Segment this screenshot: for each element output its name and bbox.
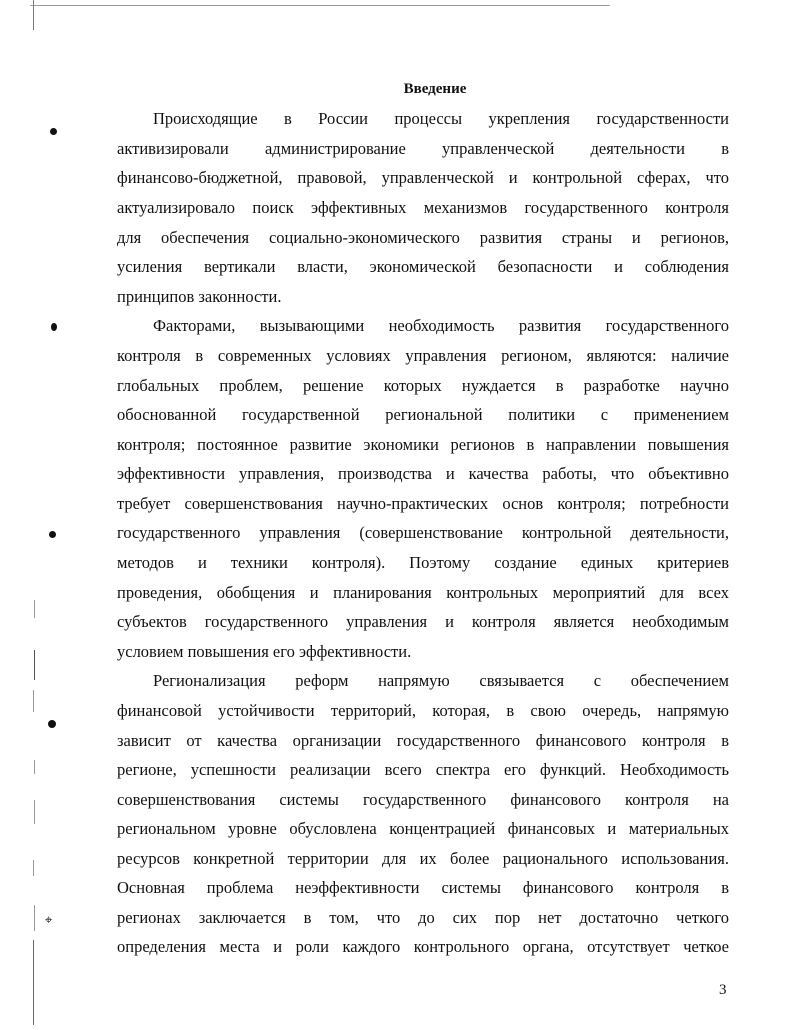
- page-number: 3: [719, 982, 727, 998]
- scan-edge-top: [30, 5, 610, 6]
- binder-hole-mark: ⌖: [45, 913, 53, 928]
- text-line: Происходящие в России процессы укрепления государственности: [153, 109, 729, 128]
- scan-mark: [34, 600, 35, 618]
- text-line: активизировали администрирование управленческой деятельности в: [117, 139, 729, 158]
- text-line: проведения, обобщения и планирования контрольных мероприятий для всех: [117, 583, 729, 602]
- text-line: регионах заключается в том, что до сих пор нет достаточно четкого: [117, 908, 729, 927]
- text-line: контроля; постоянное развитие экономики регионов в направлении повышения: [117, 435, 729, 454]
- text-line: субъектов государственного управления и контроля является необходимым: [117, 612, 729, 631]
- text-line: зависит от качества организации государственного финансового контроля в: [117, 731, 729, 750]
- text-line: Регионализация реформ напрямую связывается с обеспечением: [153, 671, 729, 690]
- text-line: актуализировало поиск эффективных механизмов государственного контроля: [117, 198, 729, 217]
- text-line: требует совершенствования научно-практических основ контроля; потребности: [117, 494, 729, 513]
- text-line: принципов законности.: [117, 287, 282, 306]
- page-title: Введение: [403, 81, 467, 97]
- text-line: финансовой устойчивости территорий, которая, в свою очередь, напрямую: [117, 701, 729, 720]
- text-line: контроля в современных условиях управления регионом, являются: наличие: [117, 346, 729, 365]
- scan-mark: [33, 860, 34, 876]
- text-line: государственного управления (совершенствование контрольной деятельности,: [117, 523, 729, 542]
- scan-mark: [34, 800, 35, 824]
- scan-mark: [33, 690, 34, 712]
- scan-edge-left-bottom: [33, 940, 34, 1025]
- binder-hole-mark: [51, 323, 57, 331]
- text-line: региональном уровне обусловлена концентрацией финансовых и материальных: [117, 819, 729, 838]
- text-line: совершенствования системы государственного финансового контроля на: [117, 790, 729, 809]
- binder-hole-mark: [50, 128, 57, 135]
- text-line: регионе, успешности реализации всего спектра его функций. Необходимость: [117, 760, 729, 779]
- binder-hole-mark: [49, 531, 56, 538]
- scan-edge-left-top: [33, 0, 34, 30]
- text-line: ресурсов конкретной территории для их более рационального использования.: [117, 849, 729, 868]
- text-line: глобальных проблем, решение которых нуждается в разработке научно: [117, 376, 729, 395]
- text-line: Основная проблема неэффективности системы финансового контроля в: [117, 878, 729, 897]
- text-line: для обеспечения социально-экономического развития страны и регионов,: [117, 228, 729, 247]
- text-line: финансово-бюджетной, правовой, управленческой и контрольной сферах, что: [117, 168, 729, 187]
- scan-mark: [34, 650, 35, 680]
- binder-hole-mark: [48, 720, 56, 728]
- scan-mark: [34, 905, 35, 931]
- text-line: условием повышения его эффективности.: [117, 642, 412, 661]
- text-line: эффективности управления, производства и качества работы, что объективно: [117, 464, 729, 483]
- text-line: усиления вертикали власти, экономической безопасности и соблюдения: [117, 257, 729, 276]
- text-line: Факторами, вызывающими необходимость развития государственного: [153, 316, 729, 335]
- text-line: методов и техники контроля). Поэтому создание единых критериев: [117, 553, 729, 572]
- text-line: определения места и роли каждого контрольного органа, отсутствует четкое: [117, 937, 729, 956]
- scan-mark: [34, 760, 35, 774]
- text-line: обоснованной государственной региональной политики с применением: [117, 405, 729, 424]
